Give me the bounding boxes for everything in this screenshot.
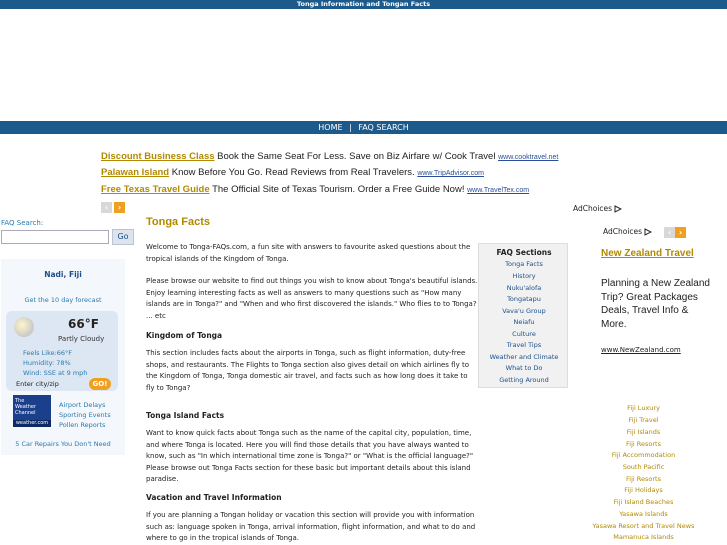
weather-humidity: Humidity: 78%	[23, 359, 71, 367]
intro-paragraph: Welcome to Tonga-FAQs.com, a fun site with answers to favourite asked questions about the tropical islands of the Kingdom of Tonga.	[146, 243, 471, 263]
faq-section-link[interactable]: Nuku'alofa	[506, 284, 542, 292]
right-link[interactable]: Fiji Holidays	[624, 486, 663, 494]
adchoices-icon	[614, 205, 622, 213]
nav-faq-search-link[interactable]: FAQ SEARCH	[358, 123, 409, 132]
ad-text: Know Before You Go. Read Reviews from Real Travelers.	[169, 167, 418, 178]
faq-search-label: FAQ Search:	[1, 219, 44, 227]
page-title: Tonga Facts	[146, 216, 210, 228]
kingdom-heading: Kingdom of Tonga	[146, 331, 223, 340]
ad-headline-link[interactable]: Free Texas Travel Guide	[101, 184, 210, 195]
partly-cloudy-icon	[14, 317, 34, 337]
nav-separator: |	[349, 123, 352, 132]
ad-text: The Official Site of Texas Tourism. Order a Free Guide Now!	[209, 184, 468, 195]
ad-headline-link[interactable]: Palawan Island	[101, 167, 170, 178]
site-title: Tonga Information and Tongan Facts	[296, 0, 431, 8]
nav-bar	[0, 121, 727, 134]
right-link[interactable]: Fiji Resorts	[626, 475, 661, 483]
pollen-reports-link[interactable]: Pollen Reports	[59, 421, 106, 429]
faq-sections-title: FAQ Sections	[496, 248, 552, 257]
browse-paragraph: Please browse our website to find out things you wish to know about Tonga's beautiful islands. Enjoy learning interesting facts as well as answers to many questions such as "How many islands are in Tonga?" and "When and who first discovered the islands." Who flies to to Tonga? ... etc	[146, 277, 478, 320]
weather-forecast-link[interactable]: Get the 10 day forecast	[24, 296, 102, 304]
logo-line: Channel	[15, 410, 36, 416]
faq-search-input[interactable]	[1, 230, 109, 244]
sporting-events-link[interactable]: Sporting Events	[59, 411, 111, 419]
faq-section-link[interactable]: Vava'u Group	[502, 307, 546, 315]
faq-section-link[interactable]: Getting Around	[499, 376, 549, 384]
right-link[interactable]: Yasawa Resort and Travel News	[592, 522, 695, 530]
ad-headline-link[interactable]: Discount Business Class	[101, 151, 215, 162]
weather-enter-city-label: Enter city/zip	[16, 380, 59, 388]
faq-section-link[interactable]: History	[512, 272, 536, 280]
ad-url-link[interactable]: www.cooktravel.net	[498, 154, 559, 161]
logo-url: weather.com	[13, 420, 51, 427]
faq-section-link[interactable]: Travel Tips	[506, 341, 542, 349]
weather-go-button[interactable]: GO!	[89, 378, 111, 390]
ad-line	[101, 184, 529, 195]
vacation-heading: Vacation and Travel Information	[146, 493, 282, 502]
weather-condition: Partly Cloudy	[58, 335, 105, 343]
right-link[interactable]: Fiji Islands	[626, 428, 661, 436]
right-link[interactable]: Fiji Resorts	[626, 440, 661, 448]
weather-widget	[1, 259, 125, 455]
car-repairs-link[interactable]: 5 Car Repairs You Don't Need	[15, 440, 111, 448]
island-facts-paragraph: Want to know quick facts about Tonga such as the name of the capital city, population, time, and where Tonga is located. Here you will find those details that you have always wanted to know, such as "In which international time zone is Tonga?" or "What is the official language?" Please browse out Tonga Facts section for these basic but important details about this island paradise.	[146, 429, 474, 483]
logo-line: Weather	[15, 404, 37, 410]
right-link[interactable]: Fiji Island Beaches	[613, 498, 674, 506]
right-link[interactable]: Fiji Travel	[628, 416, 659, 424]
site-title-bar	[0, 0, 727, 9]
faq-section-link[interactable]: Tonga Facts	[505, 260, 543, 268]
weather-channel-logo[interactable]	[13, 395, 51, 427]
adchoices-label: AdChoices	[573, 204, 613, 213]
ad-line	[101, 151, 558, 162]
island-facts-heading: Tonga Island Facts	[146, 411, 225, 420]
ad-line	[101, 167, 484, 178]
faq-search-go-button[interactable]: Go	[112, 229, 134, 245]
nav-home-link[interactable]: HOME	[318, 123, 343, 132]
ad-text: Book the Same Seat For Less. Save on Biz Airfare w/ Cook Travel	[214, 151, 499, 162]
adchoices-icon	[644, 228, 652, 236]
faq-section-link[interactable]: Weather and Climate	[489, 353, 559, 361]
ad-prev-arrow-icon[interactable]: ‹	[101, 202, 112, 213]
logo-line: The	[15, 398, 25, 404]
right-link[interactable]: Yasawa Islands	[619, 510, 668, 518]
nz-ad-headline-link[interactable]: New Zealand Travel	[601, 248, 694, 259]
right-link[interactable]: Fiji Accommodation	[611, 451, 676, 459]
airport-delays-link[interactable]: Airport Delays	[59, 401, 106, 409]
side-ad-next-arrow-icon[interactable]: ›	[675, 227, 686, 238]
faq-section-link[interactable]: Tongatapu	[507, 295, 541, 303]
ad-url-link[interactable]: www.TravelTex.com	[467, 187, 530, 194]
weather-feels-like: Feels Like:66°F	[23, 349, 73, 357]
adchoices-label: AdChoices	[603, 227, 643, 236]
right-link[interactable]: Mamanuca Islands	[613, 533, 674, 541]
nz-ad-url-link[interactable]: www.NewZealand.com	[601, 346, 681, 354]
vacation-paragraph: If you are planning a Tongan holiday or vacation this section will provide you with information such as: language spoken in Tonga, arrival information, flight information, and what to do and where to go in the tropical islands of Tonga.	[146, 511, 476, 542]
adchoices-link[interactable]	[573, 204, 622, 213]
side-ad-prev-arrow-icon[interactable]: ‹	[664, 227, 675, 238]
adchoices-link[interactable]	[603, 227, 652, 236]
right-link[interactable]: Fiji Luxury	[627, 404, 660, 412]
weather-wind: Wind: SSE at 9 mph	[23, 369, 88, 377]
faq-section-link[interactable]: Neiafu	[513, 318, 535, 326]
faq-sections-box	[478, 243, 568, 388]
ad-url-link[interactable]: www.TripAdvisor.com	[417, 170, 484, 177]
weather-city: Nadi, Fiji	[44, 270, 82, 279]
weather-temperature: 66°F	[68, 317, 99, 331]
ad-next-arrow-icon[interactable]: ›	[114, 202, 125, 213]
faq-section-link[interactable]: Culture	[512, 330, 536, 338]
faq-section-link[interactable]: What to Do	[505, 364, 543, 372]
nz-ad-text: Planning a New Zealand Trip? Great Packages Deals, Travel Info & More.	[601, 278, 710, 330]
kingdom-paragraph: This section includes facts about the airports in Tonga, such as flight information, duty-free shops, and restaurants. The Flights to Tonga section also gives detail on which airlines fly to the Kingdom of Tonga, Tonga domestic air travel, and facts such as how long does it take to fly to Tonga?	[146, 349, 469, 392]
right-link[interactable]: South Pacific	[622, 463, 665, 471]
